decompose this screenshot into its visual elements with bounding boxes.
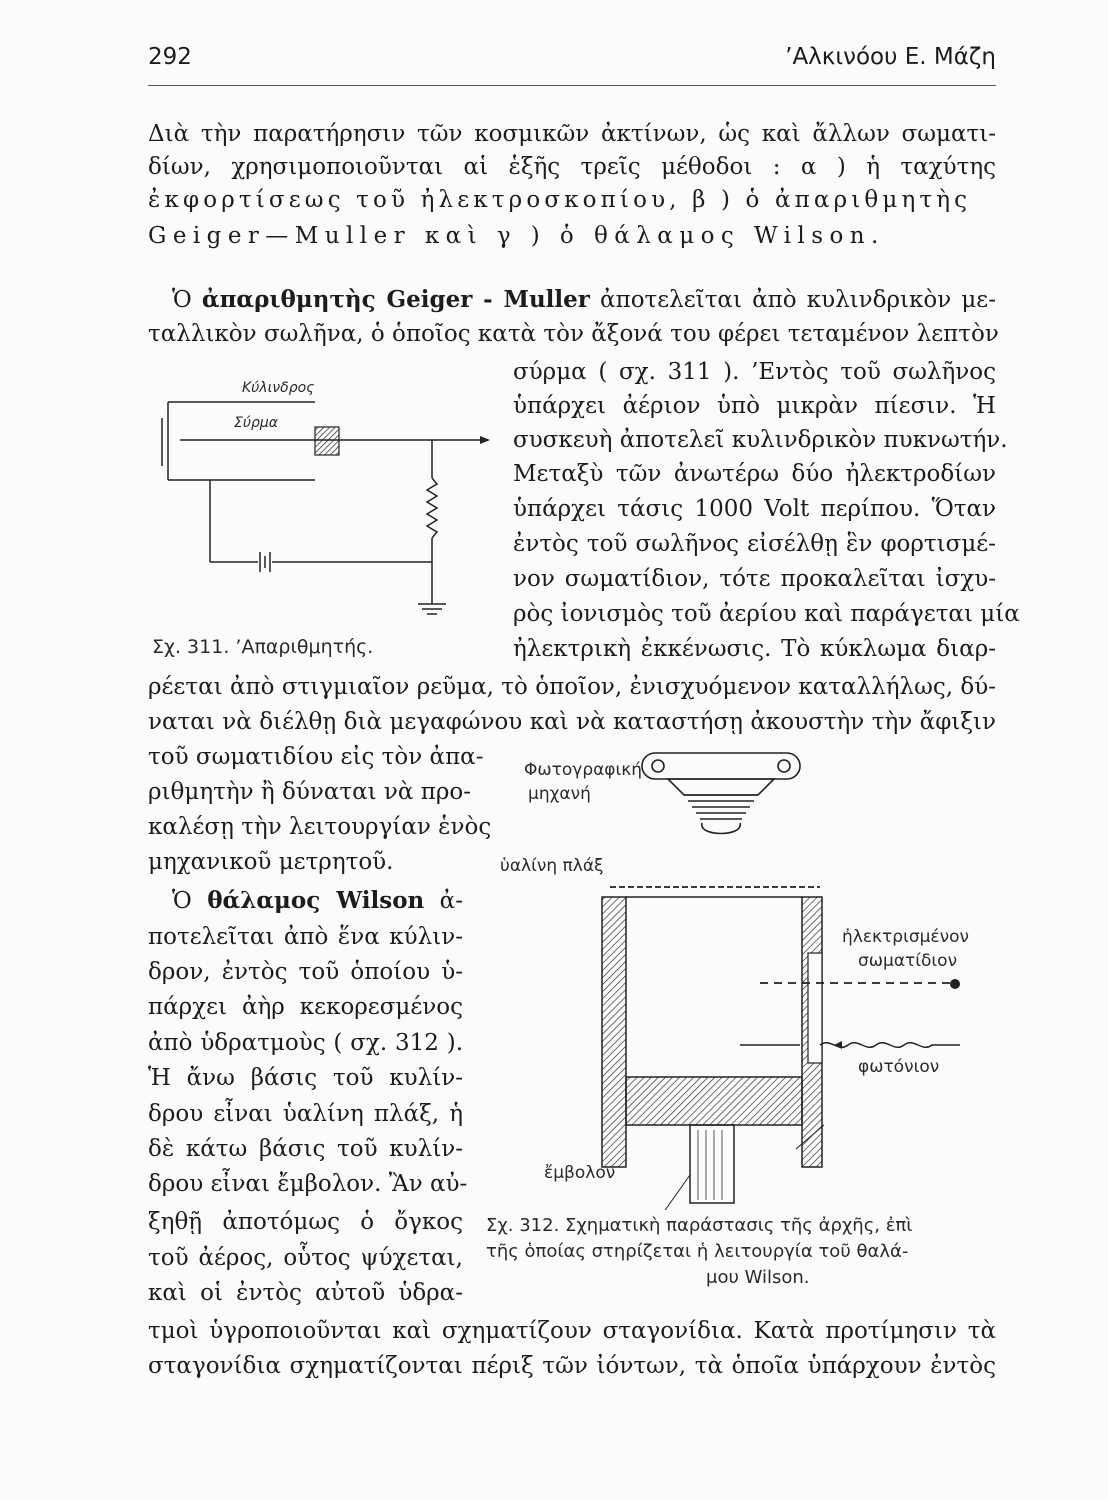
text-line: ἀπὸ ὑδρατμοὺς ( σχ. 312 ). — [148, 1030, 463, 1056]
piston-rod — [690, 1125, 734, 1203]
text-line: τοῦ ἀέρος, οὗτος ψύχεται, — [148, 1245, 463, 1271]
text-line: τμοὶ ὑγροποιοῦνται καὶ σχηματίζουν σταγονίδια. Κατὰ προτίμησιν τὰ — [148, 1318, 996, 1344]
text-line: Geiger—Muller καὶ γ ) ὁ θάλαμος Wilson. — [148, 223, 885, 249]
arrow-icon — [480, 436, 490, 444]
chamber-left-wall — [602, 897, 626, 1167]
text-line: πάρχει ἀὴρ κεκορεσμένος — [148, 994, 463, 1020]
figure-311-counter-diagram — [150, 380, 500, 640]
text-span: Ὁ — [172, 287, 202, 313]
label-piston: ἔμβολον — [544, 1163, 616, 1183]
text-line: νον σωματίδιον, τότε προκαλεῖται ἰσχυ- — [513, 566, 996, 592]
text-line: δρου εἶναι ἔμβολον. Ἂν αὐ- — [148, 1171, 468, 1197]
text-line: ἐκφορτίσεως τοῦ ἠλεκτροσκοπίου, β ) ὁ ἀπαριθμητὴς — [148, 187, 972, 213]
text-line: μηχανικοῦ μετρητοῦ. — [148, 849, 394, 875]
text-line — [172, 884, 463, 918]
label-charged-particle: ἠλεκτρισμένον — [842, 927, 969, 947]
text-line: σταγονίδια σχηματίζονται πέριξ τῶν ἰόντων, τὰ ὁποῖα ὑπάρχουν ἐντὸς — [148, 1353, 996, 1379]
label-photon: φωτόνιον — [858, 1057, 940, 1077]
text-line: Διὰ τὴν παρατήρησιν τῶν κοσμικῶν ἀκτίνων, ὡς καὶ ἄλλων σωματι- — [148, 121, 996, 147]
figure-311-caption: Σχ. 311. ’Απαριθμητής. — [152, 636, 374, 658]
label-camera-2: μηχανή — [528, 784, 591, 804]
text-span: ἀ- — [424, 888, 463, 914]
text-line: δὲ κάτω βάσις τοῦ κυλίν- — [148, 1136, 463, 1162]
text-line: ριθμητὴν ἢ δύναται νὰ προ- — [148, 779, 472, 805]
figure-312-caption: Σχ. 312. Σχηματικὴ παράστασις τῆς ἀρχῆς, ἐπὶ — [486, 1215, 913, 1236]
text-line: ὑπάρχει τάσις 1000 Volt περίπου. Ὅταν — [513, 496, 996, 522]
text-line: δρον, ἐντὸς τοῦ ὁποίου ὑ- — [148, 959, 463, 985]
header-rule — [148, 85, 996, 86]
label-glass-plate: ὑαλίνη πλάξ — [500, 856, 604, 876]
text-line: ὑπάρχει ἀέριον ὑπὸ μικρὰν πίεσιν. Ἡ — [513, 393, 996, 419]
label-wire: Σύρμα — [234, 415, 278, 431]
text-line: ρὸς ἰονισμὸς τοῦ ἀερίου καὶ παράγεται μία — [513, 601, 1020, 627]
camera-icon — [642, 753, 800, 834]
label-charged-particle-2: σωματίδιον — [858, 951, 958, 971]
text-line: ρέεται ἀπὸ στιγμιαῖον ρεῦμα, τὸ ὁποῖον, ἐνισχυόμενον καταλλήλως, δύ- — [148, 674, 996, 700]
text-span: ἀποτελεῖται ἀπὸ κυλινδρικὸν με- — [589, 287, 996, 313]
text-line — [172, 283, 996, 317]
label-camera: Φωτογραφική — [524, 760, 643, 780]
text-span: Ὁ — [172, 888, 208, 914]
arrow-icon — [834, 1041, 842, 1049]
resistor-symbol — [427, 478, 437, 538]
text-line: ποτελεῖται ἀπὸ ἕνα κύλιν- — [148, 924, 463, 950]
text-line: δίων, χρησιμοποιοῦνται αἱ ἑξῆς τρεῖς μέθοδοι : α ) ἡ ταχύτης — [148, 154, 996, 180]
insulator-plug — [315, 427, 339, 455]
text-line: ναται νὰ διέλθῃ διὰ μεγαφώνου καὶ νὰ καταστήσῃ ἀκουστὴν τὴν ἄφιξιν — [148, 709, 996, 735]
text-line: τοῦ σωματιδίου εἰς τὸν ἀπα- — [148, 744, 484, 770]
chamber-window — [808, 953, 822, 1063]
bold-term: ἀπαριθμητὴς Geiger - Muller — [201, 286, 590, 313]
cylinder-outline — [168, 402, 315, 480]
text-line: Μεταξὺ τῶν ἀνωτέρω δύο ἠλεκτροδίων — [513, 461, 996, 487]
label-cylinder: Κύλινδρος — [242, 380, 315, 396]
text-line: ταλλικὸν σωλῆνα, ὁ ὁποῖος κατὰ τὸν ἄξονά του φέρει τεταμένον λεπτὸν — [148, 321, 999, 347]
photon-path — [740, 1043, 960, 1048]
piston — [626, 1077, 802, 1125]
bold-term: θάλαμος Wilson — [207, 887, 425, 914]
text-line: ξηθῇ ἀποτόμως ὁ ὄγκος — [148, 1209, 463, 1235]
figure-312-wilson-chamber-diagram — [580, 745, 1000, 1210]
text-line: ἠλεκτρικὴ ἐκκένωσις. Τὸ κύκλωμα διαρ- — [513, 636, 996, 662]
running-title: ’Αλκινόου Ε. Μάζη — [785, 44, 996, 70]
text-line: καὶ οἱ ἐντὸς αὐτοῦ ὑδρα- — [148, 1280, 463, 1306]
text-line: ἐντὸς τοῦ σωλῆνος εἰσέλθῃ ἓν φορτισμέ- — [513, 531, 996, 557]
text-line: Ἡ ἄνω βάσις τοῦ κυλίν- — [148, 1065, 463, 1091]
figure-312-caption-3: μου Wilson. — [706, 1267, 810, 1288]
page-number: 292 — [148, 44, 192, 70]
text-line: δρου εἶναι ὑαλίνη πλάξ, ἡ — [148, 1101, 463, 1127]
text-line: καλέσῃ τὴν λειτουργίαν ἑνὸς — [148, 814, 492, 840]
charged-particle-dot — [950, 979, 960, 989]
figure-312-caption-2: τῆς ὁποίας στηρίζεται ἡ λειτουργία τοῦ θαλά- — [486, 1241, 909, 1262]
text-line: συσκευὴ ἀποτελεῖ κυλινδρικὸν πυκνωτήν. — [513, 427, 1008, 453]
text-line: σύρμα ( σχ. 311 ). ’Εντὸς τοῦ σωλῆνος — [513, 359, 996, 385]
